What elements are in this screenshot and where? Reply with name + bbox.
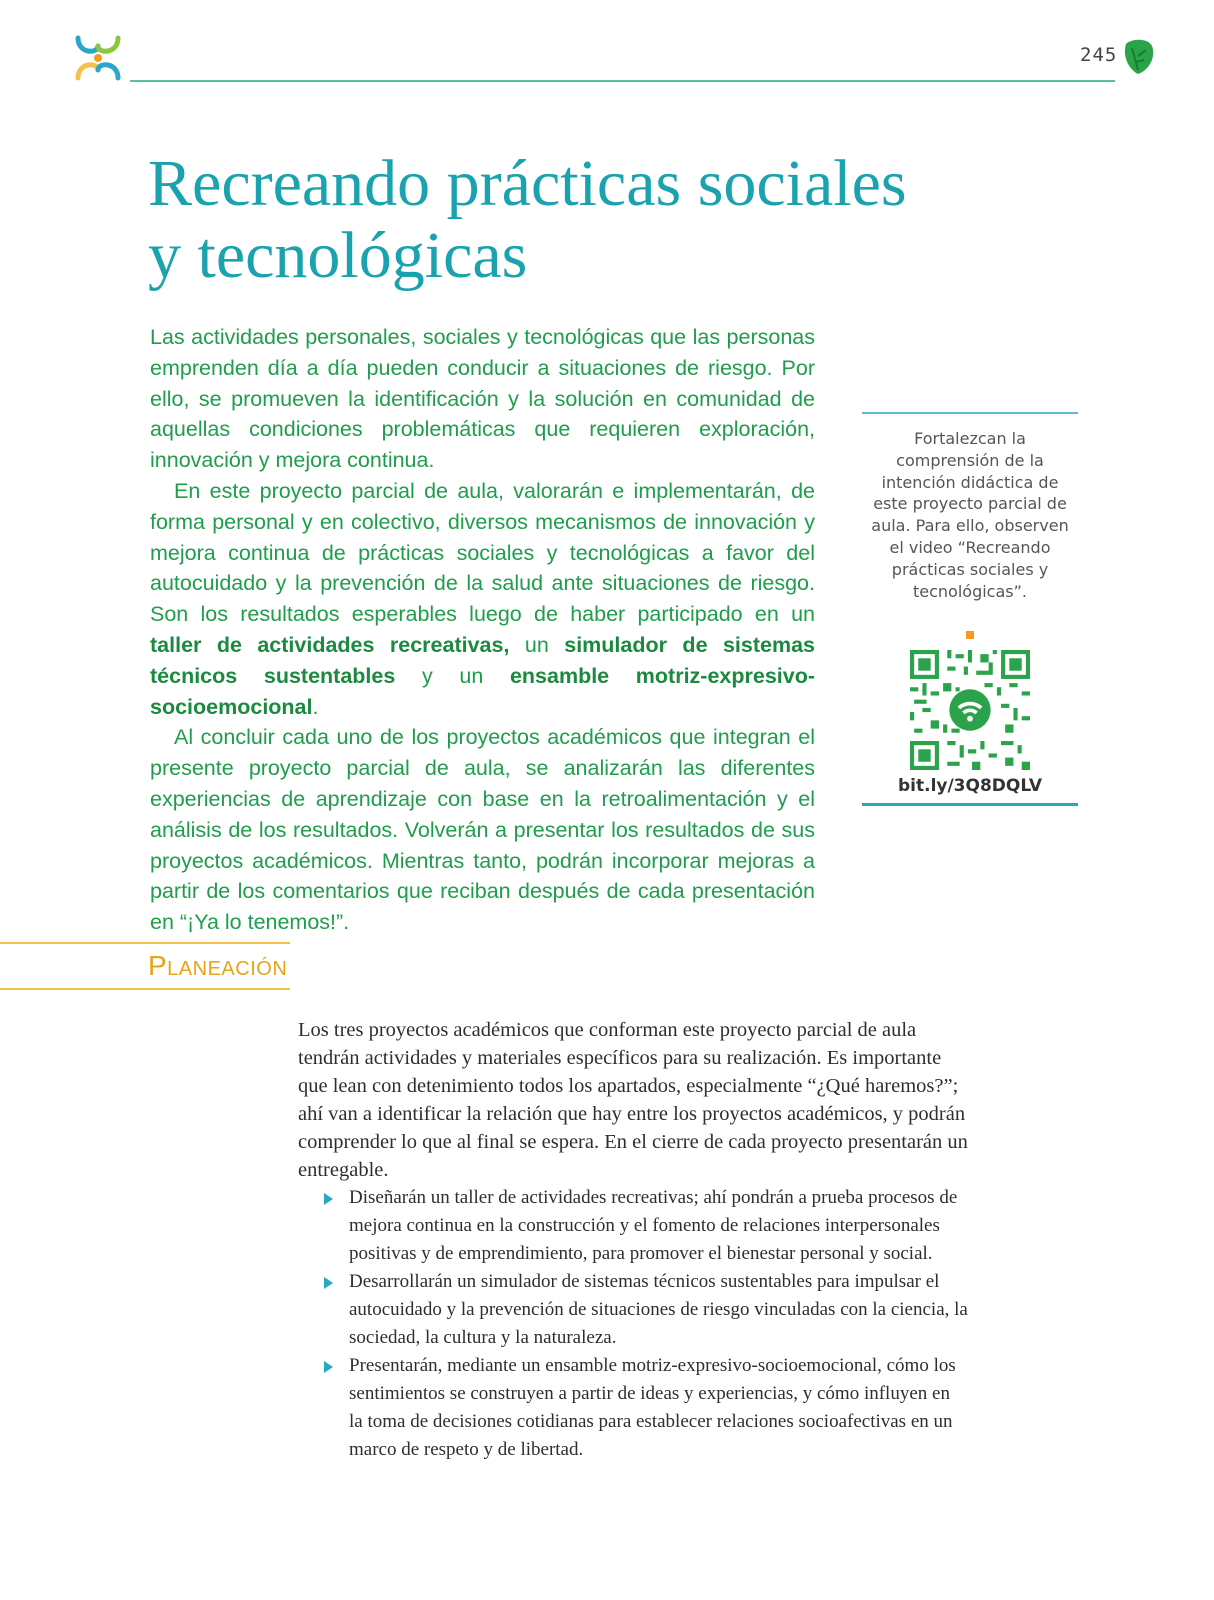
intro-p2-text-g: . — [312, 694, 319, 719]
qr-code-icon[interactable] — [910, 650, 1030, 770]
video-sidebar — [862, 412, 1078, 806]
planeacion-heading: Planeación — [148, 950, 288, 981]
planeacion-rule-bottom — [0, 988, 290, 990]
bullet-arrow-icon — [324, 1193, 333, 1205]
intro-p2-text-a: En este proyecto parcial de aula, valorarán e implementarán, de forma personal y en colectivo, diversos mecanismos de innovación y mejora continua de prácticas sociales y tecnológicas a favor del autocuidado y la prevención de la salud ante situaciones de riesgo. Son los resultados esperables luego de haber participado en un — [150, 478, 815, 627]
bullet-text: Desarrollarán un simulador de sistemas técnicos sustentables para impulsar el autocuidado y la prevención de situaciones de riesgo vinculadas con la ciencia, la sociedad, la cultura y la naturaleza. — [349, 1271, 968, 1348]
page-number: 245 — [1080, 44, 1118, 66]
intro-p2-bold-ensamble: ensamble motriz-expresivo-socioemocional — [150, 663, 816, 719]
title-line-1: Recreando prácticas sociales — [148, 147, 907, 220]
bullet-text: Diseñarán un taller de actividades recreativas; ahí pondrán a prueba procesos de mejora continua en la construcción y el fomento de relaciones interpersonales positivas y de emprendimiento, para promover el bienestar personal y social. — [349, 1187, 958, 1264]
sidebar-text: Fortalezcan la comprensión de la intención didáctica de este proyecto parcial de aula. Para ello, observen el video “Recreando prácticas sociales y tecnológicas”. — [871, 429, 1069, 601]
intro-p2-bold-simulador: simulador de sistemas técnicos sustentables — [150, 632, 815, 688]
list-item — [298, 1184, 968, 1268]
intro-p2-bold-taller: taller de actividades recreativas, — [150, 632, 510, 657]
intro-text — [150, 322, 815, 938]
bullet-arrow-icon — [324, 1361, 333, 1373]
intro-paragraph-3: Al concluir cada uno de los proyectos académicos que integran el presente proyecto parcial de aula, se analizarán las diferentes experiencias de aprendizaje con base en la retroalimentación y el análisis de los resultados. Volverán a presentar los resultados de sus proyectos académicos. Mientras tanto, podrán incorporar mejoras a partir de los comentarios que reciban después de cada presentación en “¡Ya lo tenemos!”. — [150, 725, 815, 935]
planeacion-paragraph: Los tres proyectos académicos que conforman este proyecto parcial de aula tendrán actividades y materiales específicos para su realización. Es importante que lean con detenimiento todos los apartados, especialmente “¿Qué haremos?”; ahí van a identificar la relación que hay entre los proyectos académicos, y podrán comprender lo que al final se espera. En el cierre de cada proyecto presentarán un entregable. — [298, 1019, 968, 1181]
intro-p2-text-c: un — [509, 632, 565, 657]
list-item — [298, 1352, 968, 1464]
intro-paragraph-1: Las actividades personales, sociales y tecnológicas que las personas emprenden día a día pueden conducir a situaciones de riesgo. Por ello, se promueven la identificación y la solución en comunidad de aquellas condiciones problemáticas que requieren exploración, innovación y mejora continua. — [150, 325, 815, 473]
green-leaf-icon — [1120, 36, 1156, 76]
page-title — [148, 148, 968, 292]
sidebar-accent-dot — [966, 631, 974, 639]
bullet-arrow-icon — [324, 1277, 333, 1289]
planeacion-body — [298, 1016, 968, 1464]
header-rule — [130, 80, 1115, 82]
intro-paragraph-2 — [150, 476, 815, 722]
intro-p2-text-e: y un — [395, 663, 510, 688]
video-link[interactable]: bit.ly/3Q8DQLV — [897, 776, 1043, 796]
planeacion-rule-top — [0, 942, 290, 944]
planeacion-bullets — [298, 1184, 968, 1464]
bullet-text: Presentarán, mediante un ensamble motriz-expresivo-socioemocional, cómo los sentimientos se construyen a partir de ideas y experiencias, y cómo influyen en la toma de decisiones cotidianas para establecer relaciones socioafectivas en un marco de respeto y de libertad. — [349, 1355, 956, 1460]
list-item — [298, 1268, 968, 1352]
title-line-2: y tecnológicas — [148, 219, 528, 292]
interlocked-rings-logo — [70, 32, 126, 84]
